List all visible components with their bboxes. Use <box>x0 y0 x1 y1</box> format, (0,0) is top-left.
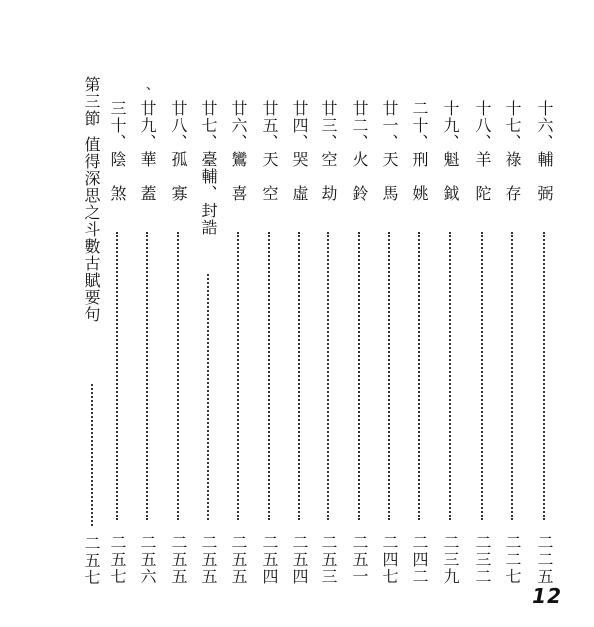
dot-leader <box>511 232 515 520</box>
toc-entry-title: 三十、陰 煞 <box>108 100 127 202</box>
toc-entry <box>228 100 248 585</box>
toc-entry <box>379 100 399 585</box>
toc-entry <box>289 100 309 585</box>
toc-entry <box>502 100 522 585</box>
toc-entry-title: 十七、祿 存 <box>503 100 522 202</box>
dot-leader <box>237 232 241 520</box>
toc-entry-page: 二三二 <box>473 534 492 585</box>
toc-entry-title: 廿六、鸞 喜 <box>229 100 248 202</box>
toc-entry-page: 二四七 <box>380 534 399 585</box>
stray-mark: 、 <box>146 78 160 93</box>
toc-entry <box>409 100 429 585</box>
toc-entry-title: 廿一、天 馬 <box>380 100 399 202</box>
toc-entry-page: 二五四 <box>260 534 279 585</box>
toc-entry-title: 廿二、火 鈴 <box>350 100 369 202</box>
toc-entry-page: 二二五 <box>535 534 554 585</box>
toc-entry-page: 二五六 <box>138 534 157 585</box>
section-title: 值得深思之斗數古賦要句 <box>82 136 101 323</box>
toc-entry <box>534 100 554 585</box>
toc-entry-title: 廿三、空 劫 <box>319 100 338 202</box>
page-number: 12 <box>532 584 562 608</box>
toc-entry <box>318 100 338 585</box>
dot-leader <box>91 384 95 526</box>
dot-leader <box>418 232 422 520</box>
toc-entry <box>137 100 157 585</box>
toc-entry-page: 二三九 <box>441 534 460 585</box>
dot-leader <box>481 232 485 520</box>
dot-leader <box>207 274 211 520</box>
toc-entry <box>440 100 460 585</box>
toc-entry-page: 二五四 <box>290 534 309 585</box>
dot-leader <box>268 232 272 520</box>
toc-entry-title: 十八、羊 陀 <box>473 100 492 202</box>
toc-entry-title: 十六、輔 弼 <box>535 100 554 202</box>
toc-entry-page: 二五七 <box>108 534 127 585</box>
toc-entry-page: 二二七 <box>503 534 522 585</box>
toc-entry <box>349 100 369 585</box>
section-page: 二五七 <box>82 535 101 586</box>
section-label: 第三節 <box>82 76 101 127</box>
toc-entry-page: 二五一 <box>350 534 369 585</box>
toc-entry <box>472 100 492 585</box>
dot-leader <box>177 232 181 520</box>
toc-entry-page: 二五五 <box>229 534 248 585</box>
toc-entry-page: 二四二 <box>410 534 429 585</box>
toc-entry-title: 廿四、哭 虛 <box>290 100 309 202</box>
toc-entry <box>259 100 279 585</box>
toc-entry-page: 二五五 <box>199 534 218 585</box>
dot-leader <box>146 232 150 520</box>
toc-entry-title: 二十、刑 姚 <box>410 100 429 202</box>
dot-leader <box>388 232 392 520</box>
toc-entry-title: 廿五、天 空 <box>260 100 279 202</box>
dot-leader <box>543 232 547 520</box>
dot-leader <box>116 232 120 520</box>
dot-leader <box>449 232 453 520</box>
toc-entry-title: 十九、魁 鉞 <box>441 100 460 202</box>
toc-entry-page: 二五五 <box>169 534 188 585</box>
toc-entry-title: 廿九、華 蓋 <box>138 100 157 202</box>
toc-entry-title: 廿七、臺輔、封誥 <box>199 100 218 236</box>
section-heading <box>81 76 103 586</box>
dot-leader <box>327 232 331 520</box>
toc-entry <box>107 100 127 585</box>
toc-entry-page: 二五三 <box>319 534 338 585</box>
toc-entry-title: 廿八、孤 寡 <box>169 100 188 202</box>
dot-leader <box>358 232 362 520</box>
toc-entry <box>198 100 218 585</box>
toc-entry <box>168 100 188 585</box>
dot-leader <box>298 232 302 520</box>
